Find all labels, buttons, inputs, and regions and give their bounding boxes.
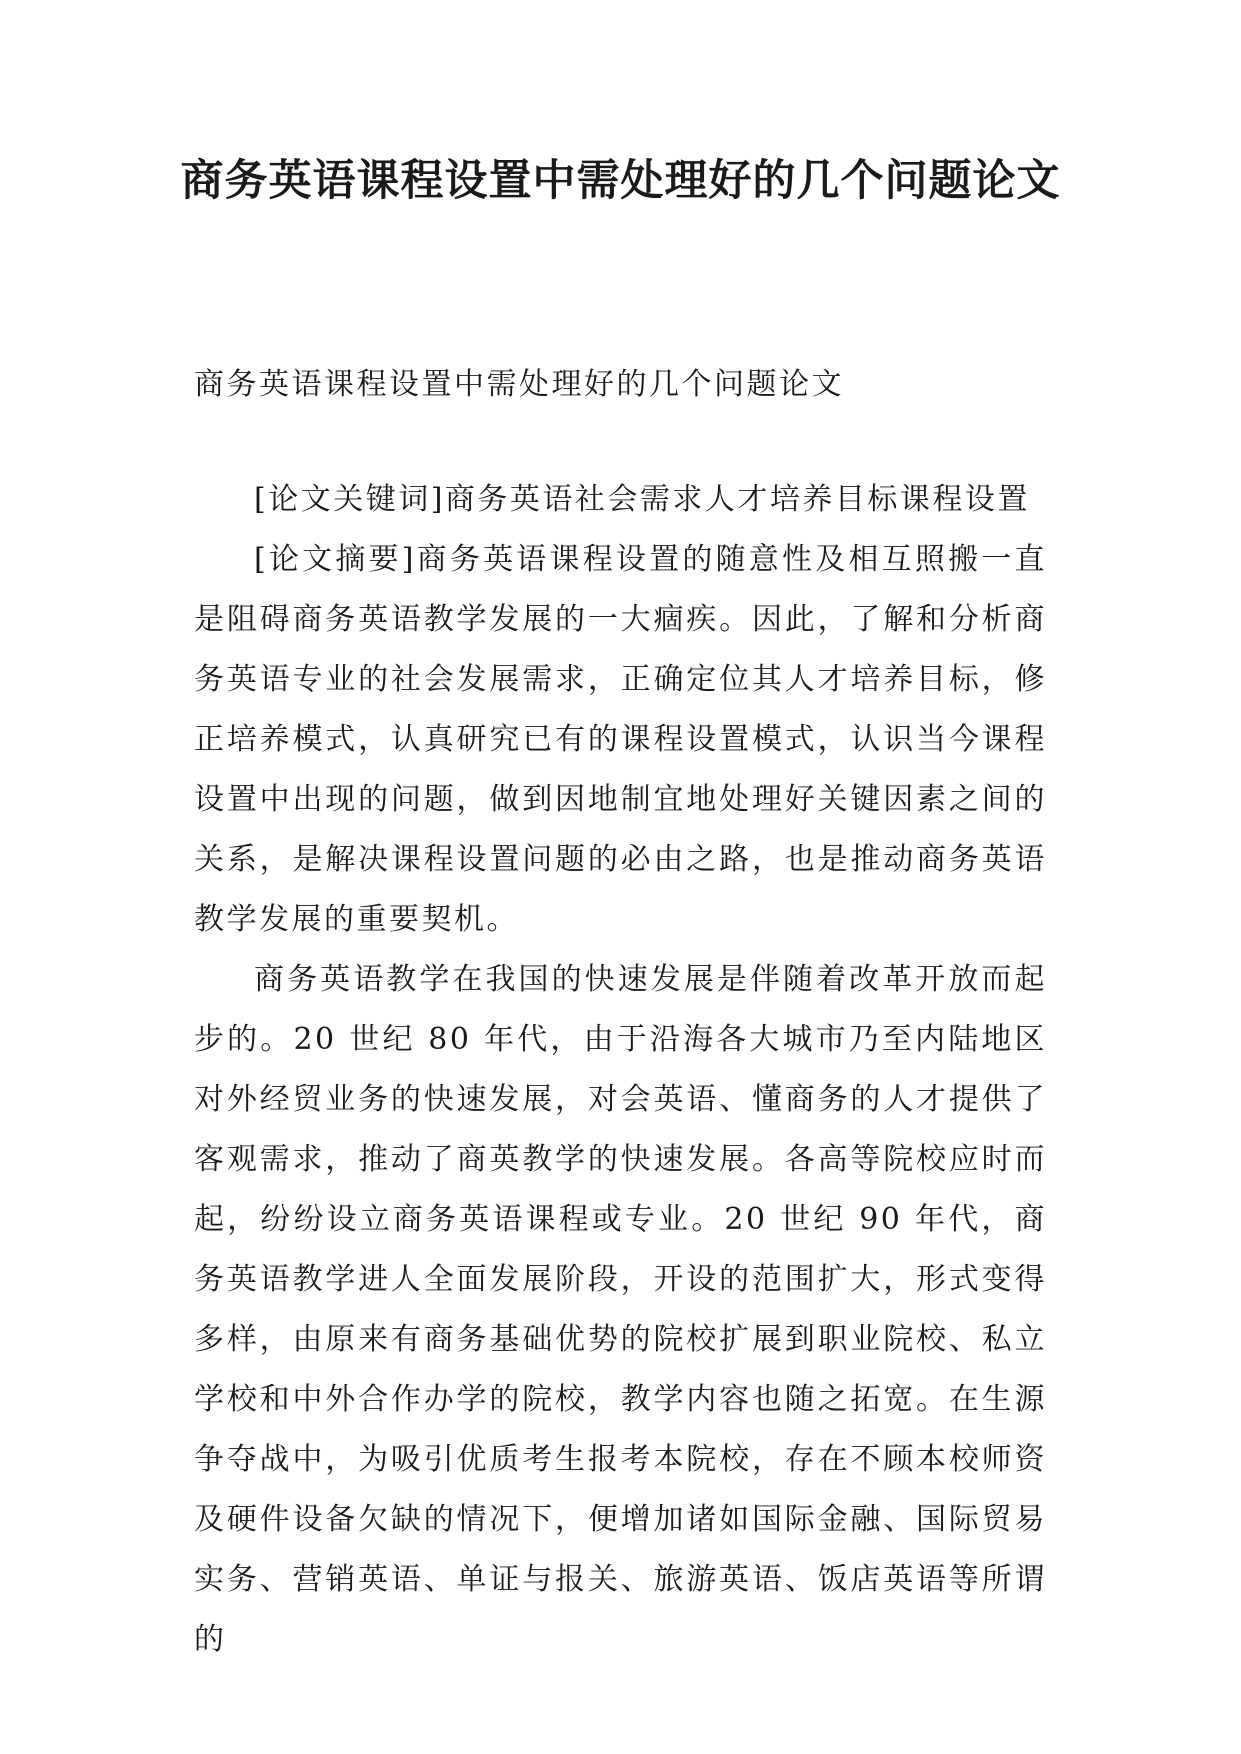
keywords-paragraph: [论文关键词]商务英语社会需求人才培养目标课程设置 (254, 482, 1030, 517)
document-body (194, 470, 1047, 1670)
body-paragraph: 商务英语教学在我国的快速发展是伴随着改革开放而起步的。20 世纪 80 年代，由于沿海各大城市乃至内陆地区对外经贸业务的快速发展，对会英语、懂商务的人才提供了客观需求，推动了商英教学的快速发展。各高等院校应时而起，纷纷设立商务英语课程或专业。20 世纪 90 年代，商务英语教学进人全面发展阶段，开设的范围扩大，形式变得多样，由原来有商务基础优势的院校扩展到职业院校、私立学校和中外合作办学的院校，教学内容也随之拓宽。在生源争夺战中，为吸引优质考生报考本院校，存在不顾本校师资及硬件设备欠缺的情况下，便增加诸如国际金融、国际贸易实务、营销英语、单证与报关、旅游英语、饭店英语等所谓的 (194, 962, 1047, 1657)
document-subtitle: 商务英语课程设置中需处理好的几个问题论文 (194, 367, 844, 402)
document-title: 商务英语课程设置中需处理好的几个问题论文 (180, 156, 1061, 206)
abstract-paragraph: [论文摘要]商务英语课程设置的随意性及相互照搬一直是阻碍商务英语教学发展的一大痼疾。因此，了解和分析商务英语专业的社会发展需求，正确定位其人才培养目标，修正培养模式，认真研究已有的课程设置模式，认识当今课程设置中出现的问题，做到因地制宜地处理好关键因素之间的关系，是解决课程设置问题的必由之路，也是推动商务英语教学发展的重要契机。 (194, 542, 1047, 937)
